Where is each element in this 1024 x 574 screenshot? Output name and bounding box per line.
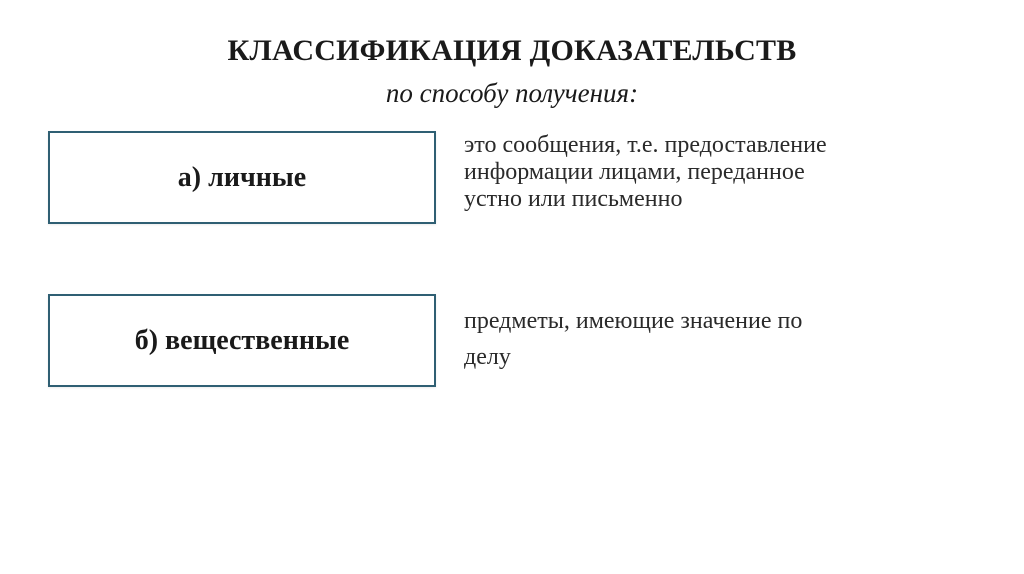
description-line: предметы, имеющие значение по xyxy=(464,308,803,334)
slide-title: КЛАССИФИКАЦИЯ ДОКАЗАТЕЛЬСТВ xyxy=(227,34,797,67)
category-description-material xyxy=(464,303,944,375)
description-line: информации лицами, переданное xyxy=(464,159,805,185)
category-box-material xyxy=(48,294,436,387)
category-box-personal xyxy=(48,131,436,224)
description-line: делу xyxy=(464,344,511,370)
category-label-personal: а) личные xyxy=(177,161,307,193)
description-line: это сообщения, т.е. предоставление xyxy=(464,132,827,158)
description-line: устно или письменно xyxy=(464,186,683,212)
category-label-material: б) вещественные xyxy=(134,324,350,356)
category-description-personal xyxy=(464,132,944,213)
slide-subtitle: по способу получения: xyxy=(385,78,639,108)
